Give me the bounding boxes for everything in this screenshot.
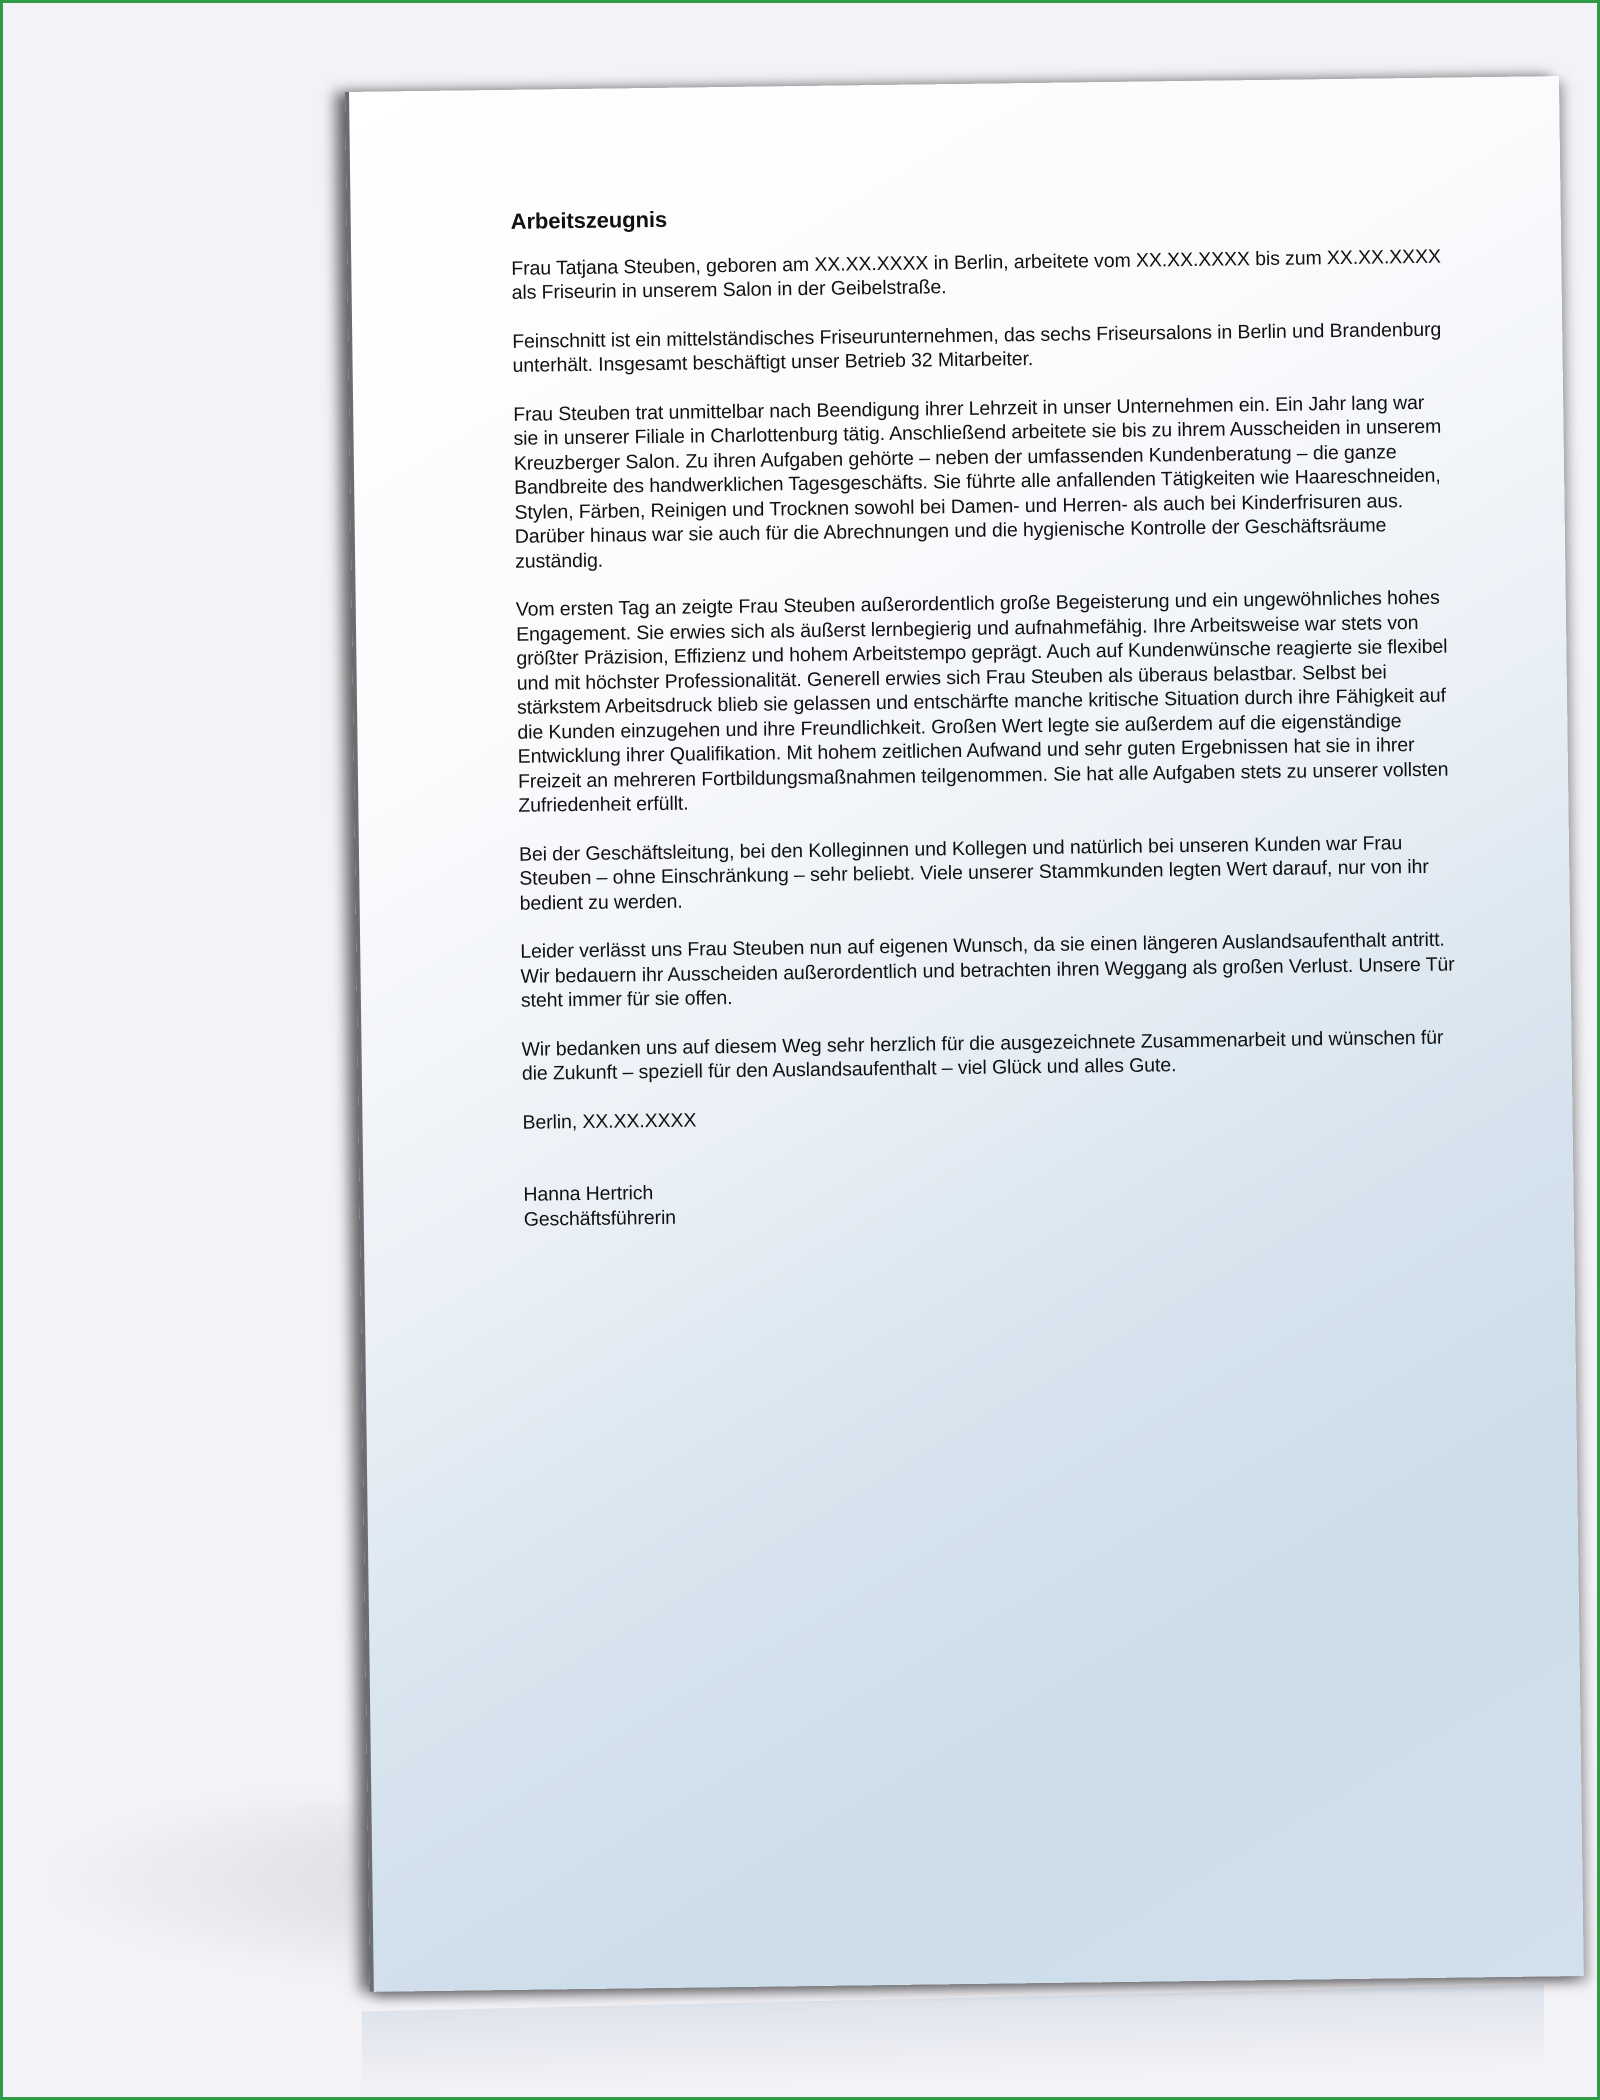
paragraph-duties: Frau Steuben trat unmittelbar nach Beendigung ihrer Lehrzeit in unser Unternehmen ein. Ein Jahr lang war sie in unserer Filiale in Charlottenburg tätig. Anschließend arbeitete sie bis zu ihrem Ausscheiden in unserem Kreuzberger Salon. Zu ihren Aufgaben gehörte – neben der umfassenden Kundenberatung – die ganze Bandbreite des handwerklichen Tagesgeschäfts. Sie führte alle anfallenden Tätigkeiten wie Haareschneiden, Stylen, Färben, Reinigen und Trocknen sowohl bei Damen- und Herren- als auch bei Kinderfrisuren aus. Darüber hinaus war sie auch für die Abrechnungen und die hygienische Kontrolle der Geschäftsräume zuständig.	[513, 391, 1442, 573]
paragraph-employment: Frau Tatjana Steuben, geboren am XX.XX.XXXX in Berlin, arbeitete vom XX.XX.XXXX bis zum XX.XX.XXXX als Friseurin in unserem Salon in der Geibelstraße.	[511, 245, 1441, 304]
paragraph-conduct: Bei der Geschäftsleitung, bei den Kolleginnen und Kollegen und natürlich bei unseren Kunden war Frau Steuben – ohne Einschränkung – sehr beliebt. Viele unserer Stammkunden legten Wert darauf, nur von ihr bedient zu werden.	[518, 831, 1429, 915]
document-content	[511, 198, 1464, 1232]
document-page	[345, 76, 1584, 1992]
signer-title: Geschäftsführerin	[523, 1206, 677, 1231]
signer-name: Hanna Hertrich	[523, 1182, 654, 1206]
paragraph-closing: Wir bedanken uns auf diesem Weg sehr herzlich für die ausgezeichnete Zusammenarbeit und wünschen für die Zukunft – speziell für den Auslandsaufenthalt – viel Glück und alles Gute.	[521, 1026, 1444, 1085]
paragraph-performance: Vom ersten Tag an zeigte Frau Steuben außerordentlich große Begeisterung und ein ungewöhnliches hohes Engagement. Sie erwies sich als äußerst lernbegierig und aufnahmefähig. Ihre Arbeitsweise war stets von größter Präzision, Effizienz und hohem Arbeitstempo geprägt. Auch auf Kundenwünsche reagierte sie flexibel und mit höchster Professionalität. Generell erwies sich Frau Steuben als überaus belastbar. Selbst bei stärkstem Arbeitsdruck blieb sie gelassen und entschärfte manche kritische Situation durch ihre Fähigkeit auf die Kunden einzugehen und ihre Freundlichkeit. Großen Wert legte sie außerdem auf die eigenständige Entwicklung ihrer Qualifikation. Mit hohem zeitlichen Aufwand und sehr guten Ergebnissen hat sie in ihrer Freizeit an mehreren Fortbildungsmaßnahmen teilgenommen. Sie hat alle Aufgaben stets zu unserer vollsten Zufriedenheit erfüllt.	[515, 586, 1449, 817]
place-date: Berlin, XX.XX.XXXX	[522, 1108, 697, 1134]
paragraph-departure: Leider verlässt uns Frau Steuben nun auf eigenen Wunsch, da sie einen längeren Auslandsaufenthalt antritt. Wir bedauern ihr Ausscheiden außerordentlich und betrachten ihren Weggang als großen Verlust. Unsere Tür steht immer für sie offen.	[520, 928, 1455, 1012]
document-title: Arbeitszeugnis	[510, 206, 668, 234]
page-reflection	[362, 1985, 1544, 2092]
document-page-wrapper	[345, 76, 1580, 1992]
paragraph-company: Feinschnitt ist ein mittelständisches Friseurunternehmen, das sechs Friseursalons in Berlin und Brandenburg unterhält. Insgesamt beschäftigt unser Betrieb 32 Mitarbeiter.	[512, 318, 1442, 377]
